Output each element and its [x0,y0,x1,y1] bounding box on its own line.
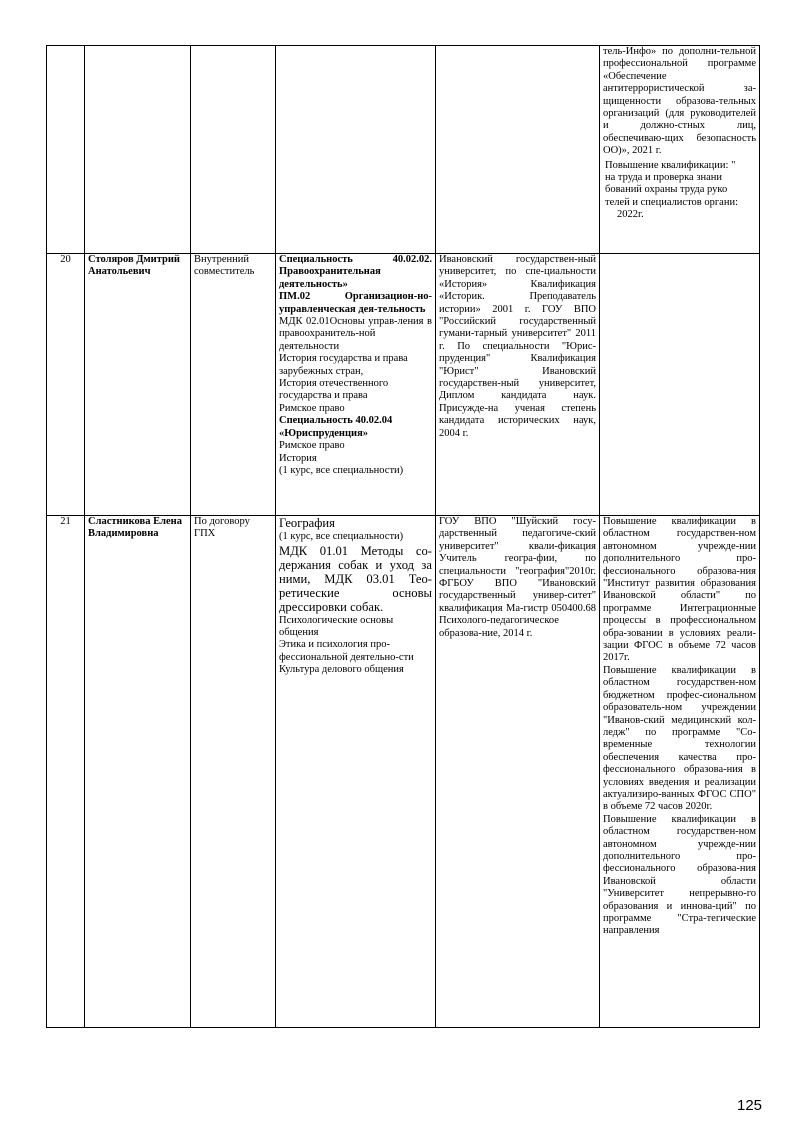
education-cell [436,46,600,254]
teacher-name: Сластникова Елена Владимировна [85,516,191,1028]
specialty-heading: Специальность 40.02.02. Правоохранительная деятельность» [279,254,432,290]
row-number [47,46,85,254]
teacher-name: Столяров Дмитрий Анатольевич [85,254,191,516]
subject-item: История [279,452,317,464]
training-cell [600,46,760,254]
specialty-heading: Специальность 40.02.04 «Юриспруденция» [279,415,393,439]
subject-item: (1 курс, все специальности) [279,464,404,476]
row-number: 20 [47,254,85,516]
training-entry: бований охраны труда руко [605,184,728,196]
row-number: 21 [47,516,85,1028]
training-entry: Повышение квалификации: " [605,159,736,171]
employment-status: Внутренний совместитель [191,254,276,516]
subject-item: Психологические основы общения [279,614,394,639]
subject-item: Культура делового общения [279,664,404,676]
subject-item: МДК 02.01Основы управ-ления в правоохранитель-ной деятельности [279,316,432,352]
subject-item: Римское право [279,402,345,414]
education-cell: Ивановский государствен-ный университет, по спе-циальности «История» Квалификация «Историк. Преподаватель истории» 2001 г. ГОУ ВПО "Российский государственный гумани-тарный университет" 2011 г. По специальности "Юрис-пруденция" Квалификация "Юрист" Ивановский государствен-ный университет, Диплом кандидата наук. Присужде-на ученая степень кандидата исторических наук, 2004 г. [436,254,600,516]
subject-item: МДК 01.01 Методы со-держания собак и уход за ними, МДК 03.01 Тео-ретические основы дрессировки собак. [279,543,432,615]
training-entry: Повышение квалификации в областном государствен-ном автономном учрежде-нии дополнительного про-фессионального образова-ния "Институт развития образования Ивановской области" по программе Интеграционные процессы в профессиональном обра-зовании в условиях реали-зации ФГОС в объеме 72 часов 2017г. [603,516,756,664]
training-entry: на труда и проверка знани [605,172,723,184]
subjects-cell [276,254,436,516]
subject-item: География [279,516,335,530]
subject-item: История отечественного государства и права [279,378,389,402]
subjects-cell [276,46,436,254]
employment-status [191,46,276,254]
staff-table [46,45,760,1028]
table-row [47,46,760,254]
page-number: 125 [737,1097,763,1114]
training-cell [600,516,760,1028]
training-entry: 2022г. [617,209,644,221]
employment-status: По договору ГПХ [191,516,276,1028]
module-heading: ПМ.02 Организацион-но-управленческая дея-тельность [279,291,432,315]
teacher-name [85,46,191,254]
subject-item: Этика и психология про-фессиональной деятельно-сти [279,639,414,663]
training-entry: Повышение квалификации в областном государствен-ном бюджетном профес-сиональном образователь-ном учреждении "Иванов-ский медицинский кол-ледж" по программе "Со-временные технологии обеспечения качества про-фессионального образова-ния в условиях введения и реализации актуализиро-ванных ФГОС СПО" в объеме 72 часов 2020г. [603,664,756,813]
training-entry: Повышение квалификации в областном государствен-ном автономном учрежде-нии дополнительного про-фессионального образова-ния Ивановской области "Университет непрерывно-го образования и иннова-ций" по программе "Стра-тегические направления [603,813,756,937]
subjects-cell [276,516,436,1028]
training-cell [600,254,760,516]
training-entry: тель-Инфо» по дополни-тельной профессиональной программе «Обеспечение антитеррористической за-щищенности образова-тельных организаций (для руководителей и должно-стных лиц, обеспечиваю-щих безопасность ОО)», 2021 г. [603,46,756,157]
education-cell: ГОУ ВПО "Шуйский госу-дарственный педагогиче-ский университет" квали-фикация Учитель геогра-фии, по специальности "география"2010г. ФГБОУ ВПО "Ивановский государственный универ-ситет" квалификация Ма-гистр 050400.68 Психолого-педагогическое образова-ние, 2014 г. [436,516,600,1028]
subject-item: История государства и права зарубежных стран, [279,353,408,377]
subject-item: (1 курс, все специальности) [279,531,404,543]
table-row [47,254,760,516]
subject-item: Римское право [279,440,345,452]
table-row [47,516,760,1028]
training-entry: телей и специалистов органи: [605,196,738,208]
